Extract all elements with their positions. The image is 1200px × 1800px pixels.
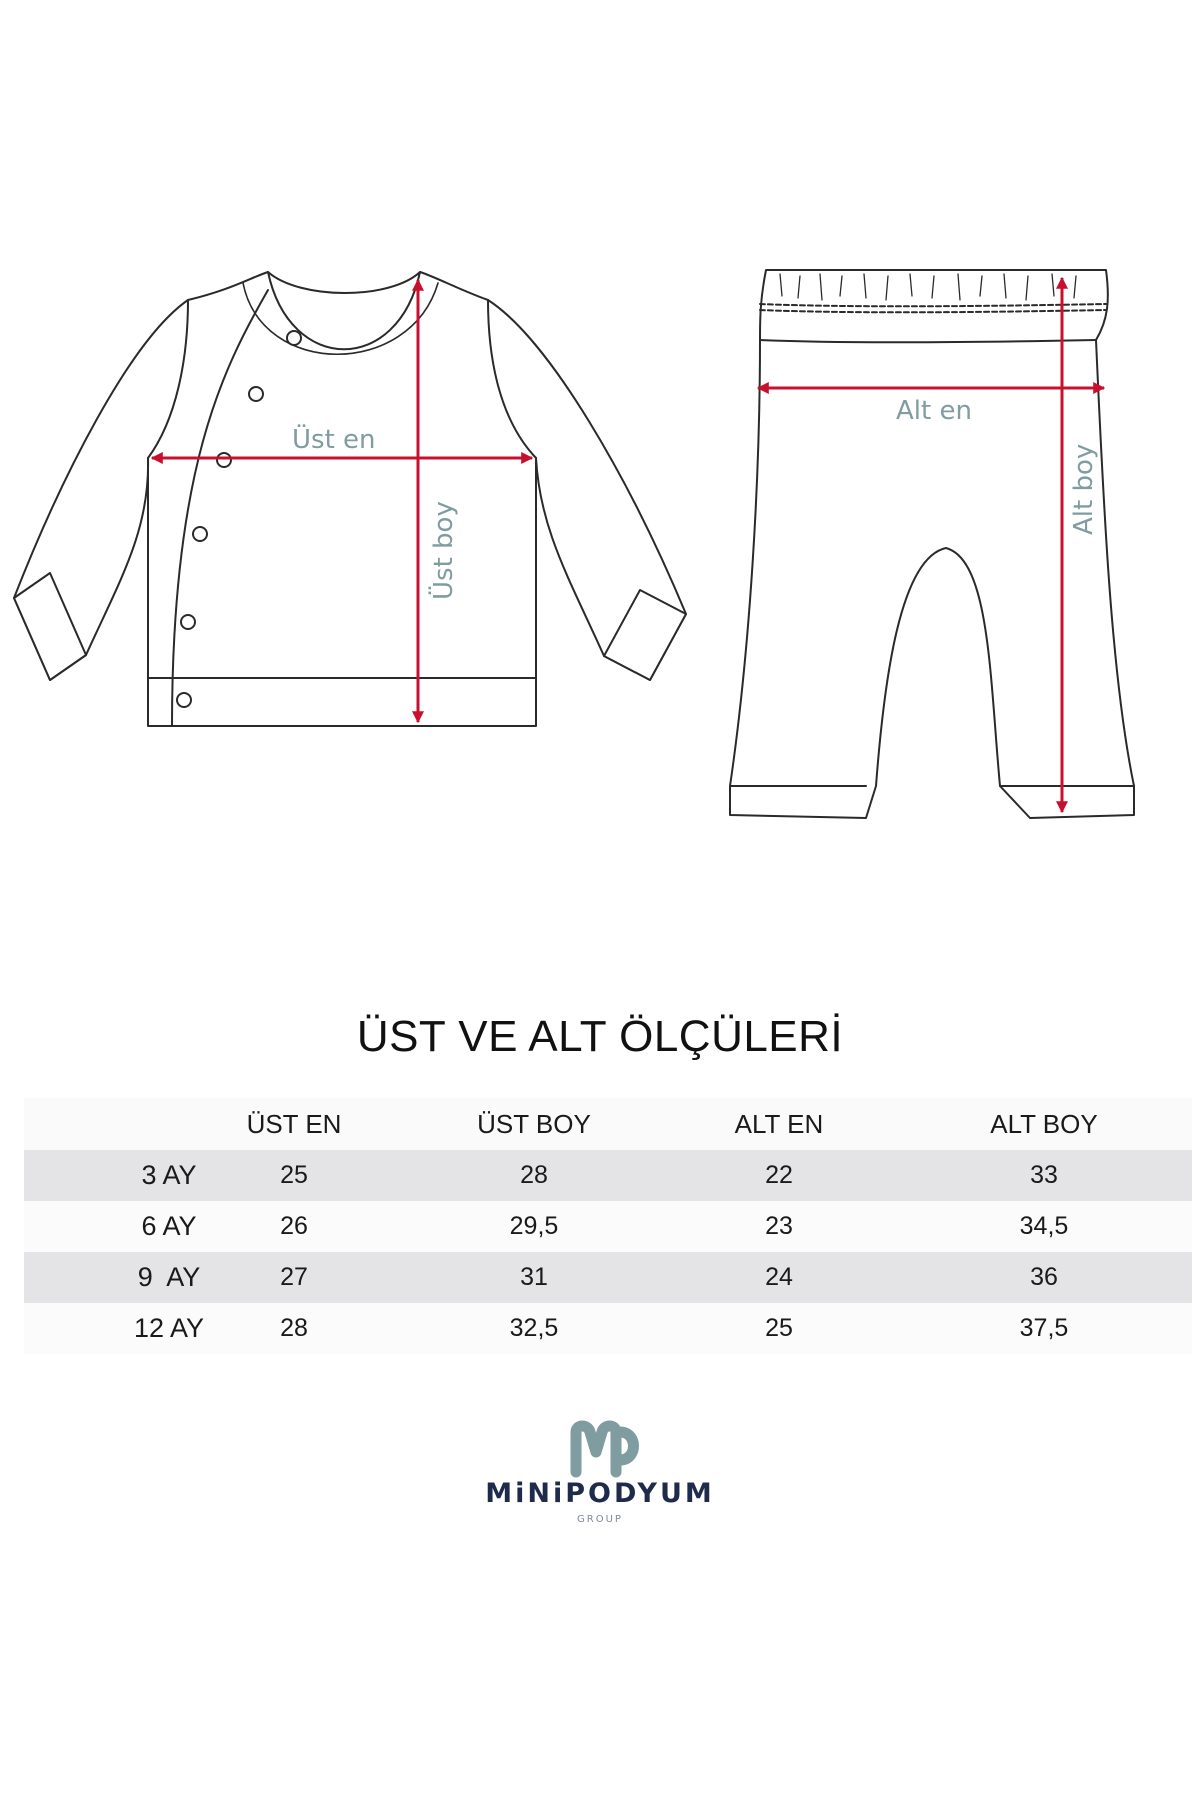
alt-en-cell: 25: [765, 1314, 793, 1342]
ust-en-cell: 27: [280, 1263, 308, 1291]
header-alt-en: ALT EN: [734, 1108, 824, 1139]
header-ust-en: ÜST EN: [246, 1108, 342, 1139]
sweatshirt-drawing: [14, 272, 686, 726]
brand-name: MiNiPODYUM: [485, 1478, 715, 1509]
ust-en-cell: 28: [280, 1314, 308, 1342]
size-cell: 3 AY: [141, 1160, 197, 1190]
size-cell: 12 AY: [133, 1313, 205, 1343]
ust-boy-cell: 31: [520, 1263, 548, 1291]
size-cell: 6 AY: [141, 1211, 197, 1241]
trousers-drawing: [730, 270, 1134, 818]
alt-en-cell: 22: [765, 1161, 793, 1189]
garment-diagram: [0, 0, 1200, 880]
ust-boy-label: Üst boy: [429, 501, 459, 600]
brand-logo: [470, 1418, 730, 1528]
brand-sub: GROUP: [577, 1514, 623, 1525]
size-table: [24, 1098, 1192, 1354]
alt-boy-cell: 37,5: [1019, 1314, 1069, 1342]
alt-boy-cell: 36: [1030, 1263, 1058, 1291]
ust-en-cell: 26: [280, 1212, 308, 1240]
table-row: [24, 1150, 1192, 1201]
alt-boy-label: Alt boy: [1069, 443, 1099, 535]
ust-boy-cell: 29,5: [509, 1212, 559, 1240]
alt-en-cell: 23: [765, 1212, 793, 1240]
alt-en-label: Alt en: [896, 396, 972, 426]
header-ust-boy: ÜST BOY: [477, 1108, 591, 1139]
table-row: [24, 1303, 1192, 1354]
alt-boy-cell: 34,5: [1019, 1212, 1069, 1240]
alt-boy-cell: 33: [1030, 1161, 1058, 1189]
ust-en-cell: 25: [280, 1161, 308, 1189]
table-row: [24, 1252, 1192, 1303]
ust-en-label: Üst en: [292, 425, 376, 455]
table-header-row: [24, 1098, 1192, 1150]
ust-boy-cell: 32,5: [509, 1314, 559, 1342]
size-cell: 9 AY: [137, 1262, 201, 1292]
page-title: ÜST VE ALT ÖLÇÜLERİ: [356, 1012, 844, 1061]
header-alt-boy: ALT BOY: [990, 1108, 1098, 1139]
table-row: [24, 1201, 1192, 1252]
alt-en-cell: 24: [765, 1263, 793, 1291]
ust-boy-cell: 28: [520, 1161, 548, 1189]
mp-monogram-icon: [470, 1418, 730, 1478]
